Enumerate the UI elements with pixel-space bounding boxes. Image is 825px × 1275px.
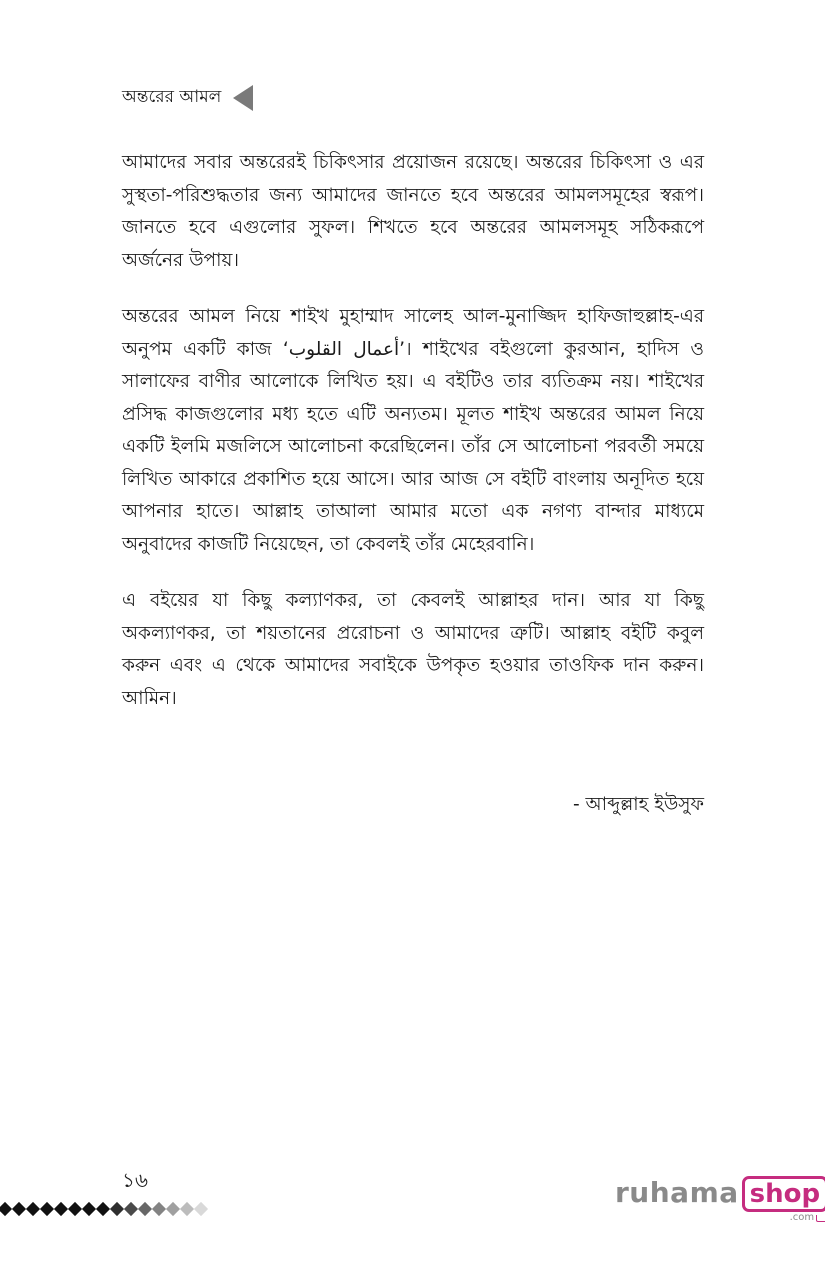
diamond-icon (0, 1202, 12, 1216)
running-header-title: অন্তরের আমল (122, 87, 222, 107)
diamond-border-decoration (0, 1201, 210, 1217)
diamond-icon (40, 1202, 54, 1216)
diamond-icon (166, 1202, 180, 1216)
translator-signature: - আব্দুল্লাহ ইউসুফ (572, 794, 704, 815)
body-text (122, 147, 704, 739)
page-number: ১৬ (122, 1168, 148, 1192)
logo-tld (790, 1213, 825, 1223)
cart-icon (816, 1215, 825, 1222)
diamond-icon (12, 1202, 26, 1216)
diamond-icon (124, 1202, 138, 1216)
diamond-icon (138, 1202, 152, 1216)
logo-box (742, 1176, 825, 1223)
diamond-icon (180, 1202, 194, 1216)
logo-box-word: shop (749, 1179, 821, 1209)
logo-word: ruhama (615, 1176, 739, 1209)
diamond-icon (110, 1202, 124, 1216)
paragraph-1: আমাদের সবার অন্তরেরই চিকিৎসার প্রয়োজন রয়েছে। অন্তরের চিকিৎসা ও এর সুস্থতা-পরিশুদ্ধতার জন্য আমাদের জানতে হবে অন্তরের আমলসমূহের স্বরূপ। জানতে হবে এগুলোর সুফল। শিখতে হবে অন্তরের আমলসমূহ সঠিকরূপে অর্জনের উপায়। (122, 152, 704, 271)
paragraph-2: অন্তরের আমল নিয়ে শাইখ মুহাম্মাদ সালেহ আল-মুনাজ্জিদ হাফিজাহুল্লাহ-এর অনুপম একটি কাজ ‘أعمال القلوب’। শাইখের বইগুলো কুরআন, হাদিস ও সালাফের বাণীর আলোকে লিখিত হয়। এ বইটিও তার ব্যতিক্রম নয়। শাইখের প্রসিদ্ধ কাজগুলোর মধ্য হতে এটি অন্যতম। মূলত শাইখ অন্তরের আমল নিয়ে একটি ইলমি মজলিসে আলোচনা করেছিলেন। তাঁর সে আলোচনা পরবর্তী সময়ে লিখিত আকারে প্রকাশিত হয়ে আসে। আর আজ সে বইটি বাংলায় অনূদিত হয়ে আপনার হাতে। আল্লাহ তাআলা আমার মতো এক নগণ্য বান্দার মাধ্যমে অনুবাদের কাজটি নিয়েছেন, তা কেবলই তাঁর মেহেরবানি। (122, 306, 704, 555)
paragraph-3: এ বইয়ের যা কিছু কল্যাণকর, তা কেবলই আল্লাহর দান। আর যা কিছু অকল্যাণকর, তা শয়তানের প্ররোচনা ও আমাদের ত্রুটি। আল্লাহ বইটি কবুল করুন এবং এ থেকে আমাদের সবাইকে উপকৃত হওয়ার তাওফিক দান করুন। আমিন। (122, 590, 704, 709)
diamond-icon (152, 1202, 166, 1216)
ruhamashop-logo (615, 1176, 825, 1223)
logo-tld-text: .com (789, 1212, 815, 1223)
diamond-icon (96, 1202, 110, 1216)
diamond-icon (54, 1202, 68, 1216)
diamond-icon (26, 1202, 40, 1216)
diamond-icon (194, 1202, 208, 1216)
diamond-icon (82, 1202, 96, 1216)
triangle-left-icon (233, 85, 253, 111)
running-header (122, 84, 253, 112)
diamond-icon (68, 1202, 82, 1216)
